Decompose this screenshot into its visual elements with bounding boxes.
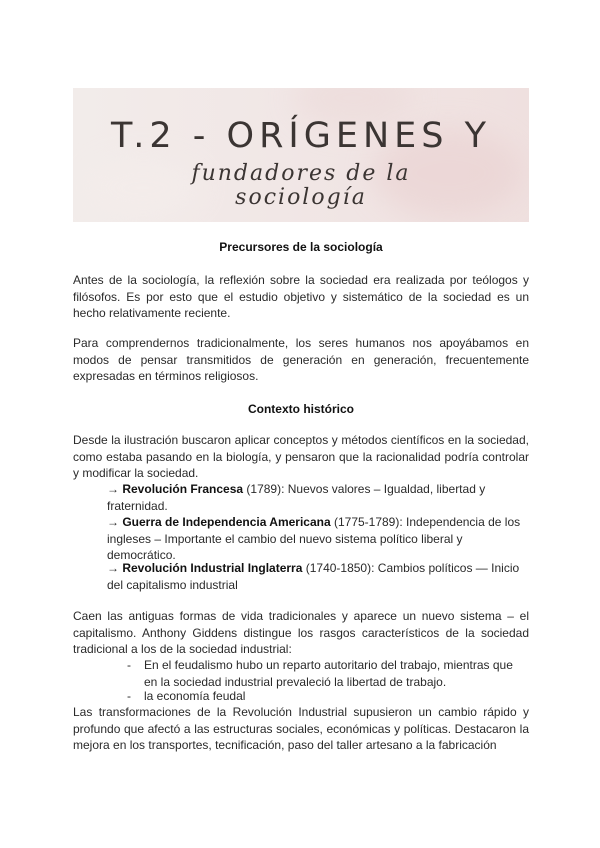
event-description: (1740-1850): Cambios políticos — Inicio del capitalismo industrial [107, 561, 520, 592]
paragraph-precursores-2: Para comprendernos tradicionalmente, los seres humanos nos apoyábamos en modos de pensar transmitidos de generación en generación, frecuentemente expresadas en términos religiosos. [73, 336, 529, 383]
event-name: Guerra de Independencia Americana [122, 515, 331, 529]
arrow-icon: → [107, 515, 119, 529]
paragraph-precursores-1: Antes de la sociología, la reflexión sobre la sociedad era realizada por teólogos y filósofos. Es por esto que el estudio objetivo y sistemático de la sociedad es un hecho relativamente reciente. [73, 273, 529, 320]
event-description: (1775-1789): Independencia de los ingleses – Importante el cambio del nuevo sistema político liberal y democrático. [107, 515, 521, 562]
section-heading-precursores: Precursores de la sociología [219, 240, 383, 254]
list-item-text: la economía feudal [144, 689, 246, 703]
event-item [107, 514, 529, 564]
paragraph-contexto-3: Las transformaciones de la Revolución Industrial supusieron un cambio rápido y profundo que afectó a las estructuras sociales, económicas y políticas. Destacaron la mejora en los transportes, tecnificación, paso del taller artesano a la fabricación [73, 705, 529, 752]
banner-title: T.2 - ORÍGENES Y [111, 116, 491, 156]
paragraph-contexto-1: Desde la ilustración buscaron aplicar conceptos y métodos científicos en la sociedad, como estaba pasando en la biología, y pensaron que la racionalidad podría controlar y modificar la sociedad. [73, 433, 529, 480]
banner-subtitle-line1: fundadores de la [191, 161, 411, 186]
section-heading-contexto: Contexto histórico [247, 402, 354, 416]
title-banner [73, 88, 529, 222]
event-name: Revolución Industrial Inglaterra [122, 561, 303, 575]
arrow-icon: → [107, 482, 119, 496]
arrow-icon: → [107, 561, 119, 575]
event-name: Revolución Francesa [122, 482, 244, 496]
event-description: (1789): Nuevos valores – Igualdad, libertad y fraternidad. [107, 482, 486, 513]
list-item-text: En el feudalismo hubo un reparto autoritario del trabajo, mientras que en la sociedad industrial prevaleció la libertad de trabajo. [144, 658, 513, 689]
paragraph-contexto-2: Caen las antiguas formas de vida tradicionales y aparece un nuevo sistema – el capitalismo. Anthony Giddens distingue los rasgos característicos de la sociedad tradicional a los de la sociedad industrial: [73, 609, 529, 656]
bullet-dash: - [127, 689, 131, 703]
banner-subtitle [73, 162, 529, 210]
bullet-dash: - [127, 658, 131, 672]
event-item [107, 481, 529, 514]
event-item [107, 560, 529, 593]
banner-subtitle-line2: sociología [235, 185, 367, 210]
